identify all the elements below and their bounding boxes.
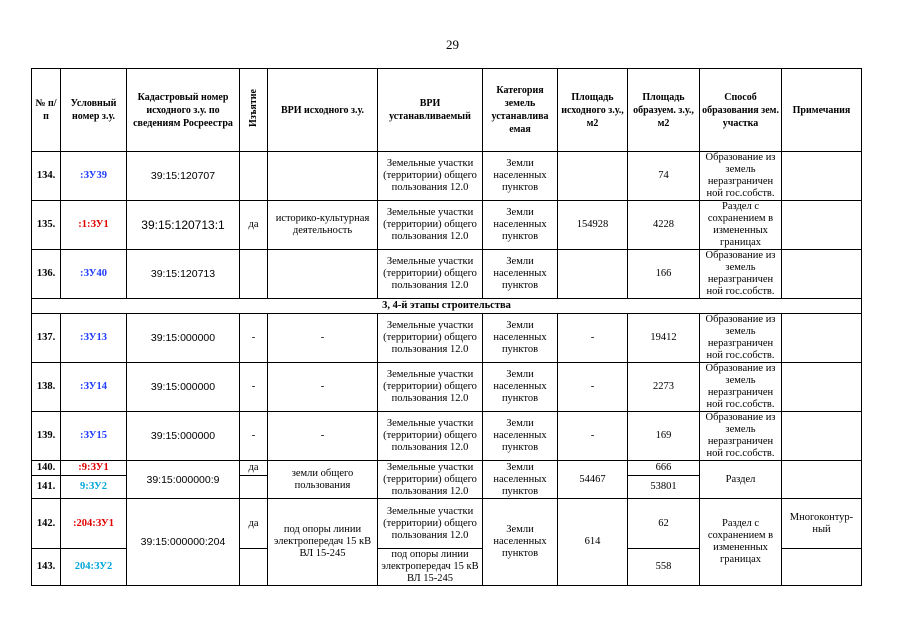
area-formed: 2273 [628,363,700,412]
method: Образование из земель неразграничен ной гос.собств. [700,314,782,363]
header-method: Способ образования зем. участка [700,69,782,152]
withdrawal: - [240,363,268,412]
header-num: № п/п [32,69,61,152]
header-withdrawal [240,69,268,152]
header-category: Категория земель устанавлива емая [483,69,558,152]
area-formed: 166 [628,250,700,299]
withdrawal [240,250,268,299]
vri-set: Земельные участки (территории) общего пользования 12.0 [378,201,483,250]
category: Земли населенных пунктов [483,412,558,461]
withdrawal: да [240,461,268,476]
row-num: 138. [32,363,61,412]
area-formed: 62 [628,499,700,549]
area-source: 614 [558,499,628,586]
method: Образование из земель неразграничен ной гос.собств. [700,152,782,201]
row-num: 142. [32,499,61,549]
area-source [558,152,628,201]
header-notes: Примечания [782,69,862,152]
row-num: 141. [32,476,61,499]
cond-number: 204:ЗУ2 [61,549,127,586]
vri-set: Земельные участки (территории) общего пользования 12.0 [378,152,483,201]
header-cond-number: Условный номер з.у. [61,69,127,152]
withdrawal [240,476,268,499]
withdrawal [240,549,268,586]
area-source [558,250,628,299]
cadastral-number: 39:15:000000:204 [127,499,240,586]
notes [782,461,862,499]
row-num: 135. [32,201,61,250]
category: Земли населенных пунктов [483,201,558,250]
withdrawal: да [240,499,268,549]
table-row [32,152,862,201]
method: Раздел с сохранением в измененных границах [700,201,782,250]
area-source: - [558,412,628,461]
area-formed: 558 [628,549,700,586]
area-formed: 169 [628,412,700,461]
withdrawal: - [240,314,268,363]
notes [782,363,862,412]
vri-source: - [268,363,378,412]
row-num: 137. [32,314,61,363]
withdrawal [240,152,268,201]
withdrawal: - [240,412,268,461]
cond-number: :ЗУ14 [61,363,127,412]
cadastral-number: 39:15:000000 [127,412,240,461]
table-row [32,314,862,363]
table-row [32,499,862,549]
table-row [32,201,862,250]
vri-source: земли общего пользования [268,461,378,499]
area-formed: 666 [628,461,700,476]
cond-number: :9:ЗУ1 [61,461,127,476]
vri-source: - [268,314,378,363]
cadastral-number: 39:15:000000:9 [127,461,240,499]
header-cadastral: Кадастровый номер исходного з.у. по сведениям Росреестра [127,69,240,152]
vri-set: Земельные участки (территории) общего пользования 12.0 [378,314,483,363]
area-formed: 19412 [628,314,700,363]
cond-number: :1:ЗУ1 [61,201,127,250]
table-row [32,461,862,476]
cond-number: :ЗУ13 [61,314,127,363]
row-num: 134. [32,152,61,201]
vri-source: - [268,412,378,461]
area-formed: 74 [628,152,700,201]
category: Земли населенных пунктов [483,499,558,586]
area-formed: 4228 [628,201,700,250]
vri-set: Земельные участки (территории) общего пользования 12.0 [378,363,483,412]
area-source: 154928 [558,201,628,250]
method: Раздел [700,461,782,499]
table-row [32,250,862,299]
method: Раздел с сохранением в измененных границах [700,499,782,586]
notes [782,201,862,250]
header-vri-source: ВРИ исходного з.у. [268,69,378,152]
category: Земли населенных пунктов [483,461,558,499]
vri-source: под опоры линии электропередач 15 кВ ВЛ 15-245 [268,499,378,586]
table-header-row [32,69,862,152]
category: Земли населенных пунктов [483,250,558,299]
page-number: 29 [446,37,459,52]
area-formed: 53801 [628,476,700,499]
withdrawal: да [240,201,268,250]
section-title: 3, 4-й этапы строительства [32,299,862,314]
cadastral-number: 39:15:120707 [127,152,240,201]
cadastral-number: 39:15:120713 [127,250,240,299]
land-plots-table [31,68,862,586]
vri-source [268,152,378,201]
row-num: 143. [32,549,61,586]
category: Земли населенных пунктов [483,314,558,363]
notes [782,152,862,201]
vri-set: Земельные участки (территории) общего пользования 12.0 [378,412,483,461]
header-withdrawal-label: Изъятие [248,89,259,127]
cond-number: :ЗУ15 [61,412,127,461]
cond-number: :204:ЗУ1 [61,499,127,549]
notes [782,412,862,461]
category: Земли населенных пунктов [483,363,558,412]
table-row [32,412,862,461]
notes [782,314,862,363]
cond-number: :ЗУ40 [61,250,127,299]
cond-number: :ЗУ39 [61,152,127,201]
vri-set: Земельные участки (территории) общего пользования 12.0 [378,250,483,299]
category: Земли населенных пунктов [483,152,558,201]
table-row [32,363,862,412]
cadastral-number: 39:15:000000 [127,314,240,363]
vri-source [268,250,378,299]
area-source: - [558,314,628,363]
row-num: 139. [32,412,61,461]
notes [782,549,862,586]
area-source: - [558,363,628,412]
method: Образование из земель неразграничен ной гос.собств. [700,412,782,461]
vri-source: историко-культурная деятельность [268,201,378,250]
header-vri-set: ВРИ устанавливаемый [378,69,483,152]
cond-number: 9:ЗУ2 [61,476,127,499]
method: Образование из земель неразграничен ной гос.собств. [700,250,782,299]
cadastral-number: 39:15:000000 [127,363,240,412]
area-source: 54467 [558,461,628,499]
vri-set: под опоры линии электропередач 15 кВ ВЛ 15-245 [378,549,483,586]
cadastral-number: 39:15:120713:1 [127,201,240,250]
header-area-formed: Площадь образуем. з.у., м2 [628,69,700,152]
vri-set: Земельные участки (территории) общего пользования 12.0 [378,499,483,549]
notes [782,250,862,299]
section-row [32,299,862,314]
vri-set: Земельные участки (территории) общего пользования 12.0 [378,461,483,499]
method: Образование из земель неразграничен ной гос.собств. [700,363,782,412]
row-num: 140. [32,461,61,476]
row-num: 136. [32,250,61,299]
header-area-source: Площадь исходного з.у., м2 [558,69,628,152]
notes: Многоконтур-ный [782,499,862,549]
